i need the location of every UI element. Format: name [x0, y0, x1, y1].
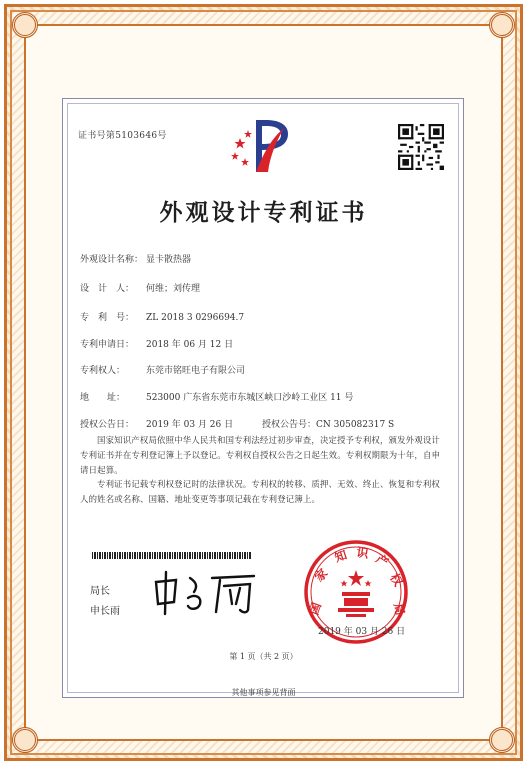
- field-label: 授权公告号：: [262, 420, 317, 430]
- barcode-strip: [92, 552, 252, 559]
- signatory-name: 申长雨: [90, 606, 120, 617]
- signatory-title: 局长: [90, 586, 110, 597]
- field-label: 授权公告日：: [80, 420, 135, 430]
- field-value: 东莞市铭旺电子有限公司: [146, 366, 246, 376]
- field-value: 523000 广东省东莞市东城区峡口沙岭工业区 11 号: [146, 393, 354, 403]
- field-designer: [80, 281, 200, 294]
- corner-ornament-top-right: [489, 12, 515, 38]
- seal-date: 2019 年 03 月 26 日: [318, 627, 406, 637]
- paragraph-legal-status: 专利证书记载专利权登记时的法律状况。专利权的转移、质押、无效、终止、恢复和专利权人的姓名或名称、国籍、地址变更等事项记载在专利登记簿上。: [80, 479, 440, 504]
- svg-text:国: 国: [306, 600, 324, 617]
- field-grant-date: [80, 417, 233, 430]
- page-indicator: 第 1 页（共 2 页）: [229, 652, 298, 661]
- corner-ornament-top-left: [12, 12, 38, 38]
- field-address: [80, 390, 353, 403]
- field-label: 外观设计名称：: [80, 255, 144, 265]
- field-patent-number: [80, 310, 244, 323]
- patent-office-logo-icon: [226, 108, 294, 180]
- qr-code-icon: [398, 124, 444, 170]
- svg-text:识: 识: [355, 545, 370, 561]
- field-value: ZL 2018 3 0296694.7: [146, 313, 245, 323]
- field-value: 2018 年 06 月 12 日: [146, 340, 234, 350]
- field-value: 显卡散热器: [146, 255, 192, 265]
- corner-ornament-bottom-left: [12, 727, 38, 753]
- field-grant-number: [262, 417, 394, 430]
- field-design-name: [80, 252, 191, 265]
- field-label: 专 利 号：: [80, 313, 135, 323]
- logo-stars: [231, 130, 252, 166]
- seal-emblem: [338, 570, 374, 617]
- certificate-title: 外观设计专利证书: [159, 199, 368, 226]
- see-back-notice: 其他事项参见背面: [231, 688, 296, 697]
- field-application-date: [80, 337, 233, 350]
- svg-text:产: 产: [373, 551, 391, 570]
- field-value: CN 305082317 S: [316, 420, 395, 430]
- field-value: 何维；刘传理: [146, 284, 201, 294]
- field-label: 设 计 人：: [80, 284, 135, 294]
- corner-ornament-bottom-right: [489, 727, 515, 753]
- field-patentee: [80, 363, 245, 376]
- field-label: 专利权人：: [80, 366, 126, 376]
- certificate-number: 证书号第5103646号: [78, 131, 167, 141]
- paragraph-grant-statement: 国家知识产权局依照中华人民共和国专利法经过初步审查，决定授予专利权，颁发外观设计专利证书并在专利登记簿上予以登记。专利权自授权公告之日起生效。专利权期限为十年，自申请日起算。: [80, 435, 441, 475]
- handwritten-signature-icon: [150, 568, 260, 618]
- field-label: 专利申请日：: [80, 340, 135, 350]
- svg-text:权: 权: [387, 571, 406, 589]
- svg-text:知: 知: [332, 547, 349, 565]
- field-value: 2019 年 03 月 26 日: [146, 420, 234, 430]
- svg-text:局: 局: [391, 602, 407, 617]
- field-label: 地 址：: [80, 393, 126, 403]
- svg-text:家: 家: [311, 565, 331, 585]
